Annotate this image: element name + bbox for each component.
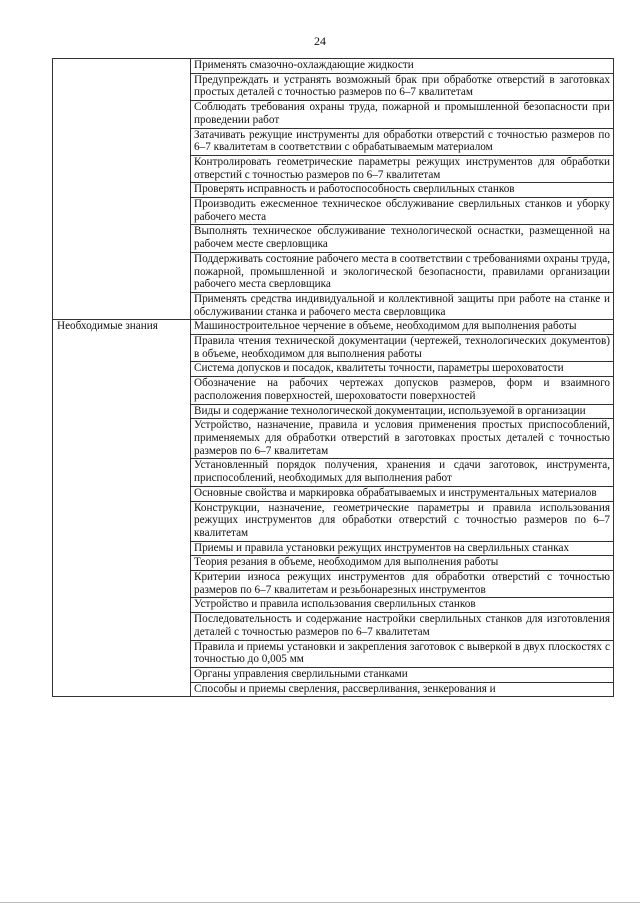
page-bottom-edge [0,902,640,903]
knowledge-item: Способы и приемы сверления, рассверливания, зенкерования и [191,682,614,697]
knowledge-item: Устройство, назначение, правила и условия применения простых приспособлений, применяемых для обработки отверстий в заготовках простых деталей с точностью размеров по 6–7 квалитетам [191,419,614,459]
knowledge-item: Основные свойства и маркировка обрабатываемых и инструментальных материалов [191,486,614,501]
skills-label-cell [53,59,191,320]
skill-item: Проверять исправность и работоспособность сверлильных станков [191,183,614,198]
skill-item: Производить ежесменное техническое обслуживание сверлильных станков и уборку рабочего места [191,198,614,225]
page-number: 24 [314,34,326,48]
knowledge-item: Последовательность и содержание настройки сверлильных станков для изготовления деталей с точностью размеров по 6–7 квалитетам [191,613,614,640]
skill-item: Выполнять техническое обслуживание технологической оснастки, размещенной на рабочем месте сверловщика [191,225,614,252]
knowledge-item: Устройство и правила использования сверлильных станков [191,598,614,613]
knowledge-item: Обозначение на рабочих чертежах допусков размеров, форм и взаимного расположения поверхностей, шероховатости поверхностей [191,377,614,404]
knowledge-item: Установленный порядок получения, хранения и сдачи заготовок, инструмента, приспособлений, необходимых для выполнения работ [191,459,614,486]
knowledge-item: Органы управления сверлильными станками [191,667,614,682]
table-row [53,59,614,74]
skill-item: Применять средства индивидуальной и коллективной защиты при работе на станке и обслуживании станка и рабочего места сверловщика [191,292,614,319]
skill-item: Контролировать геометрические параметры режущих инструментов для обработки отверстий с точностью размеров по 6–7 квалитетам [191,155,614,182]
knowledge-item: Правила чтения технической документации (чертежей, технологических документов) в объеме, необходимом для выполнения работы [191,335,614,362]
knowledge-item: Система допусков и посадок, квалитеты точности, параметры шероховатости [191,362,614,377]
skill-item: Предупреждать и устранять возможный брак при обработке отверстий в заготовках простых деталей с точностью размеров по 6–7 квалитетам [191,73,614,100]
knowledge-item: Теория резания в объеме, необходимом для выполнения работы [191,556,614,571]
skill-item: Соблюдать требования охраны труда, пожарной и промышленной безопасности при проведении работ [191,101,614,128]
knowledge-item: Критерии износа режущих инструментов для обработки отверстий с точностью размеров по 6–7 квалитетам и резьбонарезных инструментов [191,571,614,598]
knowledge-item: Виды и содержание технологической документации, используемой в организации [191,404,614,419]
knowledge-label: Необходимые знания [53,320,191,697]
knowledge-item: Машиностроительное черчение в объеме, необходимом для выполнения работы [191,320,614,335]
requirements-table [52,58,614,697]
table-row [53,320,614,335]
skill-item: Затачивать режущие инструменты для обработки отверстий с точностью размеров по 6–7 квалитетам в соответствии с обрабатываемым материалом [191,128,614,155]
knowledge-item: Правила и приемы установки и закрепления заготовок с выверкой в двух плоскостях с точностью до 0,005 мм [191,640,614,667]
skill-item: Применять смазочно-охлаждающие жидкости [191,59,614,74]
knowledge-item: Приемы и правила установки режущих инструментов на сверлильных станках [191,541,614,556]
knowledge-item: Конструкции, назначение, геометрические параметры и правила использования режущих инструментов для обработки отверстий с точностью размеров по 6–7 квалитетам [191,501,614,541]
skill-item: Поддерживать состояние рабочего места в соответствии с требованиями охраны труда, пожарной, промышленной и экологической безопасности, правилами организации рабочего места сверловщика [191,252,614,292]
